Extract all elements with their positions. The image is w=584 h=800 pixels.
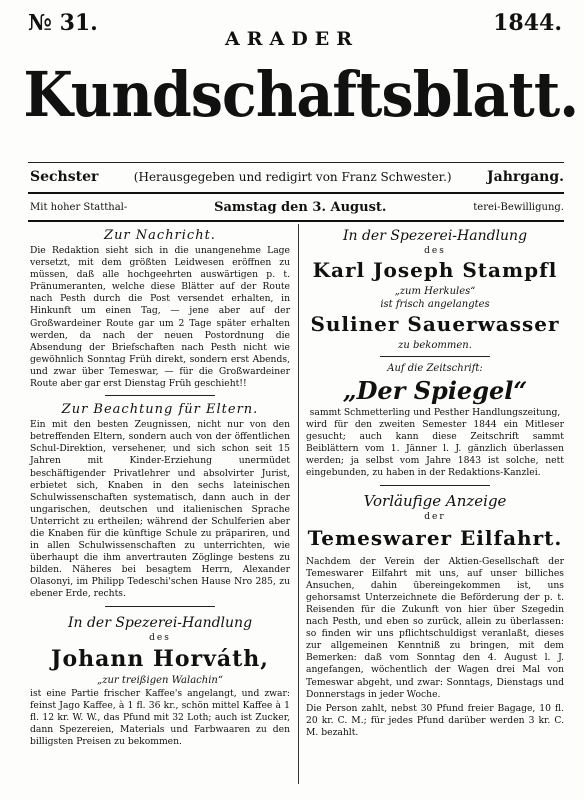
separator-rule (380, 356, 490, 357)
left-column (30, 228, 290, 748)
separator-rule (105, 395, 215, 396)
dateline-bewilligung: terei-Bewilligung. (473, 201, 564, 213)
spiegel-sub: sammt Schmetterling und Pesther Handlungszeitung, (309, 407, 561, 418)
masthead-editor: (Herausgegeben und redigirt von Franz Schwester.) (133, 170, 452, 184)
separator-rule (380, 485, 490, 486)
eilfahrt-price: Die Person zahlt, nebst 30 Pfund freier Bagage, 10 fl. 20 kr. C. M.; für jedes Pfund darüber werden 3 kr. C. M. bezahlt. (306, 702, 564, 738)
masthead-rule-bottom (28, 220, 564, 222)
stampfl-des: des (424, 246, 446, 256)
parents-body: Ein mit den besten Zeugnissen, nicht nur von den betreffenden Eltern, sondern auch von der öffentlichen Schul-Direktion, versehener, und sich schon seit 15 Jahren mit Kinder-Erziehung unermüdet beschäftigender Privatlehrer und absolvirter Jurist, erbietet sich, Knaben in den sechs lateinischen Schulwissenschaften systematisch, dann auch in der ungarischen, deutschen und italienischen Sprache Unterricht zu ertheilen; während der Schulferien aber die Knaben für die künftige Schule zu präpariren, und in allen Schulwissenschaften zu unterrichten, wie überhaupt die ihm anvertrauten Zöglinge bestens zu bilden. Näheres bei besagtem Herrn, Alexander Olasonyi, im Philipp Tedeschi'schen Hause Nro 285, zu ebener Erde, rechts. (30, 419, 290, 600)
masthead-subline (30, 165, 564, 189)
notice-body: Die Redaktion sieht sich in die unangenehme Lage versetzt, mit dem größten Leidwesen eröffnen zu müssen, daß alle hochgeehrten auswärtigen p. t. Pränumeranten, welche diese Blätter auf der Route nach Pesth durch die Post versendet erhalten, in Hinkunft um einen Tag, — jene aber auf der Großwardeiner Route gar um 2 Tage später erhalten werden, da nach der neuen Postordnung die Absendung der Briefschaften nach Pesth nicht wie gewöhnlich Sonntag Früh direkt, sondern erst Abends, und zwar über Temeswar, — für die Großwardeiner Route aber gar erst Dienstag Früh geschieht!! (30, 245, 290, 390)
stampfl-arrived: ist frisch angelangtes (380, 299, 490, 310)
prelim-der: der (424, 511, 446, 522)
masthead-rule-top (28, 162, 564, 163)
parents-heading: Zur Beachtung für Eltern. (61, 402, 259, 418)
column-divider (298, 224, 299, 784)
issue-year: 1844. (493, 10, 562, 36)
horvath-name: Johann Horváth, (51, 645, 269, 672)
eilfahrt-body: Nachdem der Verein der Aktien-Gesellschaft der Temeswarer Eilfahrt mit uns, auf unser billiches Ansuchen, dahin übereingekommen ist, uns gehorsamst Unterzeichnete die Beförderung der p. t. Reisenden für die Zukunft von hier über Szegedin nach Pesth, und eben so zurück, allein zu überlassen: so finden wir uns pflichtschuldigst veranlaßt, dieses zur allgemeinen Kenntniß zu bringen, mit dem Bemerken: daß vom Sonntag den 4. August l. J. angefangen, wöchentlich der Wagen drei Mal von Temeswar abgeht, und zwar: Sonntags, Dienstags und Donnerstags in jeder Woche. (306, 555, 564, 700)
issue-number: № 31. (28, 10, 98, 36)
stampfl-shop-heading: In der Spezerei-Handlung (342, 228, 528, 244)
eilfahrt-title: Temeswarer Eilfahrt. (307, 525, 563, 550)
spiegel-body: wird für den zweiten Semester 1844 ein Mitleser gesucht; auch kann diese Zeitschrift sammt Beiblättern vom 1. Jänner l. J. gänzlich überlassen werden; ja selbst vom Jahre 1843 ist solche, nett eingebunden, zu haben in der Redaktions-Kanzlei. (306, 419, 564, 479)
horvath-shop-heading: In der Spezerei-Handlung (67, 614, 253, 631)
stampfl-sign: „zum Herkules“ (394, 286, 476, 297)
dateline (30, 196, 564, 218)
notice-heading: Zur Nachricht. (104, 228, 216, 243)
dateline-date: Samstag den 3. August. (214, 199, 387, 215)
masthead-title: Kundschaftsblatt. (23, 58, 579, 131)
masthead-sechster: Sechster (30, 169, 99, 185)
dateline-statthal: Mit hoher Statthal- (30, 201, 128, 213)
masthead-jahrgang: Jahrgang. (487, 169, 564, 185)
horvath-body: ist eine Partie frischer Kaffee's angelangt, und zwar: feinst Jago Kaffee, à 1 fl. 36 kr., schön mittel Kaffee à 1 fl. 12 kr. W. W., das Pfund mit 32 Loth; auch ist Zucker, dann Spezereien, Materials und Farbwaaren zu den billigsten Preisen zu bekommen. (30, 687, 290, 747)
masthead-rule-mid (28, 192, 564, 194)
horvath-sign: „zur treißigen Walachin“ (97, 674, 223, 686)
spiegel-intro: Auf die Zeitschrift: (387, 363, 483, 374)
horvath-des: des (149, 632, 171, 643)
separator-rule (105, 606, 215, 607)
stampfl-name: Karl Joseph Stampfl (312, 258, 558, 282)
stampfl-get: zu bekommen. (398, 340, 472, 351)
prelim-heading: Vorläufige Anzeige (363, 491, 507, 510)
right-column (306, 228, 564, 739)
spiegel-title: „Der Spiegel“ (342, 376, 528, 405)
masthead-arader: ARADER (224, 28, 360, 50)
suliner-water: Suliner Sauerwasser (310, 312, 560, 336)
